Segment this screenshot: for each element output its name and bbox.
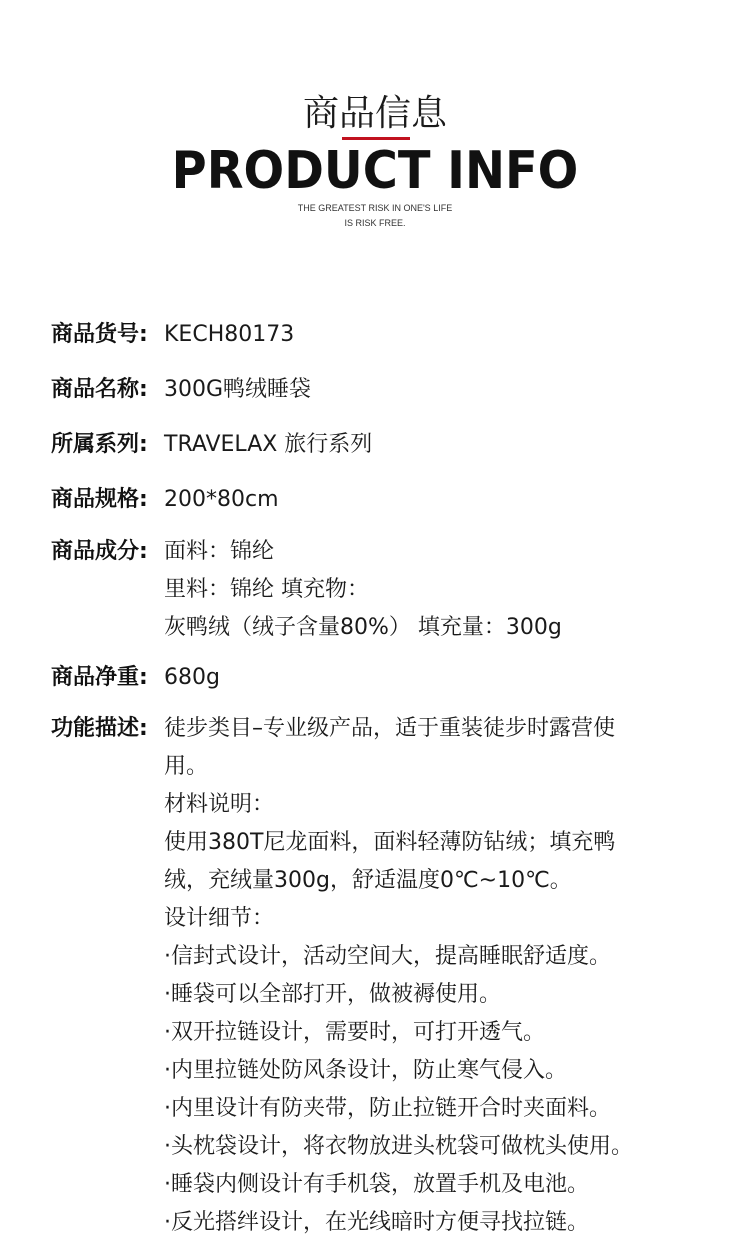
spec-value: TRAVELAX 旅行系列: [164, 432, 373, 457]
composition-line: 面料：锦纶: [164, 539, 275, 564]
function-line: ·反光搭绊设计，在光线暗时方便寻找拉链。: [164, 1210, 589, 1235]
spec-label: 商品货号:: [51, 322, 148, 347]
spec-row-series: [51, 423, 372, 467]
spec-row-name: [51, 368, 311, 412]
function-line: 使用380T尼龙面料，面料轻薄防钻绒；填充鸭: [164, 830, 616, 855]
function-line: 绒，充绒量300g，舒适温度0℃~10℃。: [164, 868, 572, 893]
spec-value: 680g: [164, 665, 220, 690]
spec-value: 300G鸭绒睡袋: [164, 377, 312, 402]
spec-row-weight: [51, 656, 220, 700]
function-line: ·头枕袋设计，将衣物放进头枕袋可做枕头使用。: [164, 1134, 633, 1159]
composition-line: 灰鸭绒（绒子含量80%） 填充量：300g: [164, 615, 562, 640]
function-line: ·双开拉链设计，需要时，可打开透气。: [164, 1020, 545, 1045]
function-line: ·内里设计有防夹带，防止拉链开合时夹面料。: [164, 1096, 611, 1121]
spec-label: 功能描述:: [51, 716, 148, 741]
function-line: ·睡袋可以全部打开，做被褥使用。: [164, 982, 501, 1007]
spec-row-composition: [51, 533, 562, 647]
spec-row-size: [51, 478, 279, 522]
spec-label: 商品名称:: [51, 377, 148, 402]
function-line: ·内里拉链处防风条设计，防止寒气侵入。: [164, 1058, 567, 1083]
function-line: ·信封式设计，活动空间大，提高睡眠舒适度。: [164, 944, 611, 969]
spec-label: 商品净重:: [51, 665, 148, 690]
spec-label: 商品规格:: [51, 487, 148, 512]
section-title-en: PRODUCT INFO: [171, 141, 579, 201]
spec-label: 商品成分:: [51, 539, 148, 564]
spec-value: KECH80173: [164, 322, 295, 347]
spec-row-function: [51, 710, 633, 1242]
function-line: 用。: [164, 754, 209, 779]
tagline-line-2: IS RISK FREE.: [344, 218, 406, 228]
function-line: 设计细节：: [164, 906, 275, 931]
function-line: 材料说明：: [164, 792, 275, 817]
spec-value: 200*80cm: [164, 487, 279, 512]
section-title-cn: 商品信息: [302, 93, 447, 134]
tagline-line-1: THE GREATEST RISK IN ONE'S LIFE: [297, 203, 453, 213]
function-line: 徒步类目–专业级产品，适于重装徒步时露营使: [164, 716, 616, 741]
function-line: ·睡袋内侧设计有手机袋，放置手机及电池。: [164, 1172, 589, 1197]
spec-row-sku: [51, 313, 294, 357]
spec-label: 所属系列:: [51, 432, 148, 457]
composition-line: 里料：锦纶 填充物：: [164, 577, 369, 602]
tagline: [0, 201, 750, 231]
